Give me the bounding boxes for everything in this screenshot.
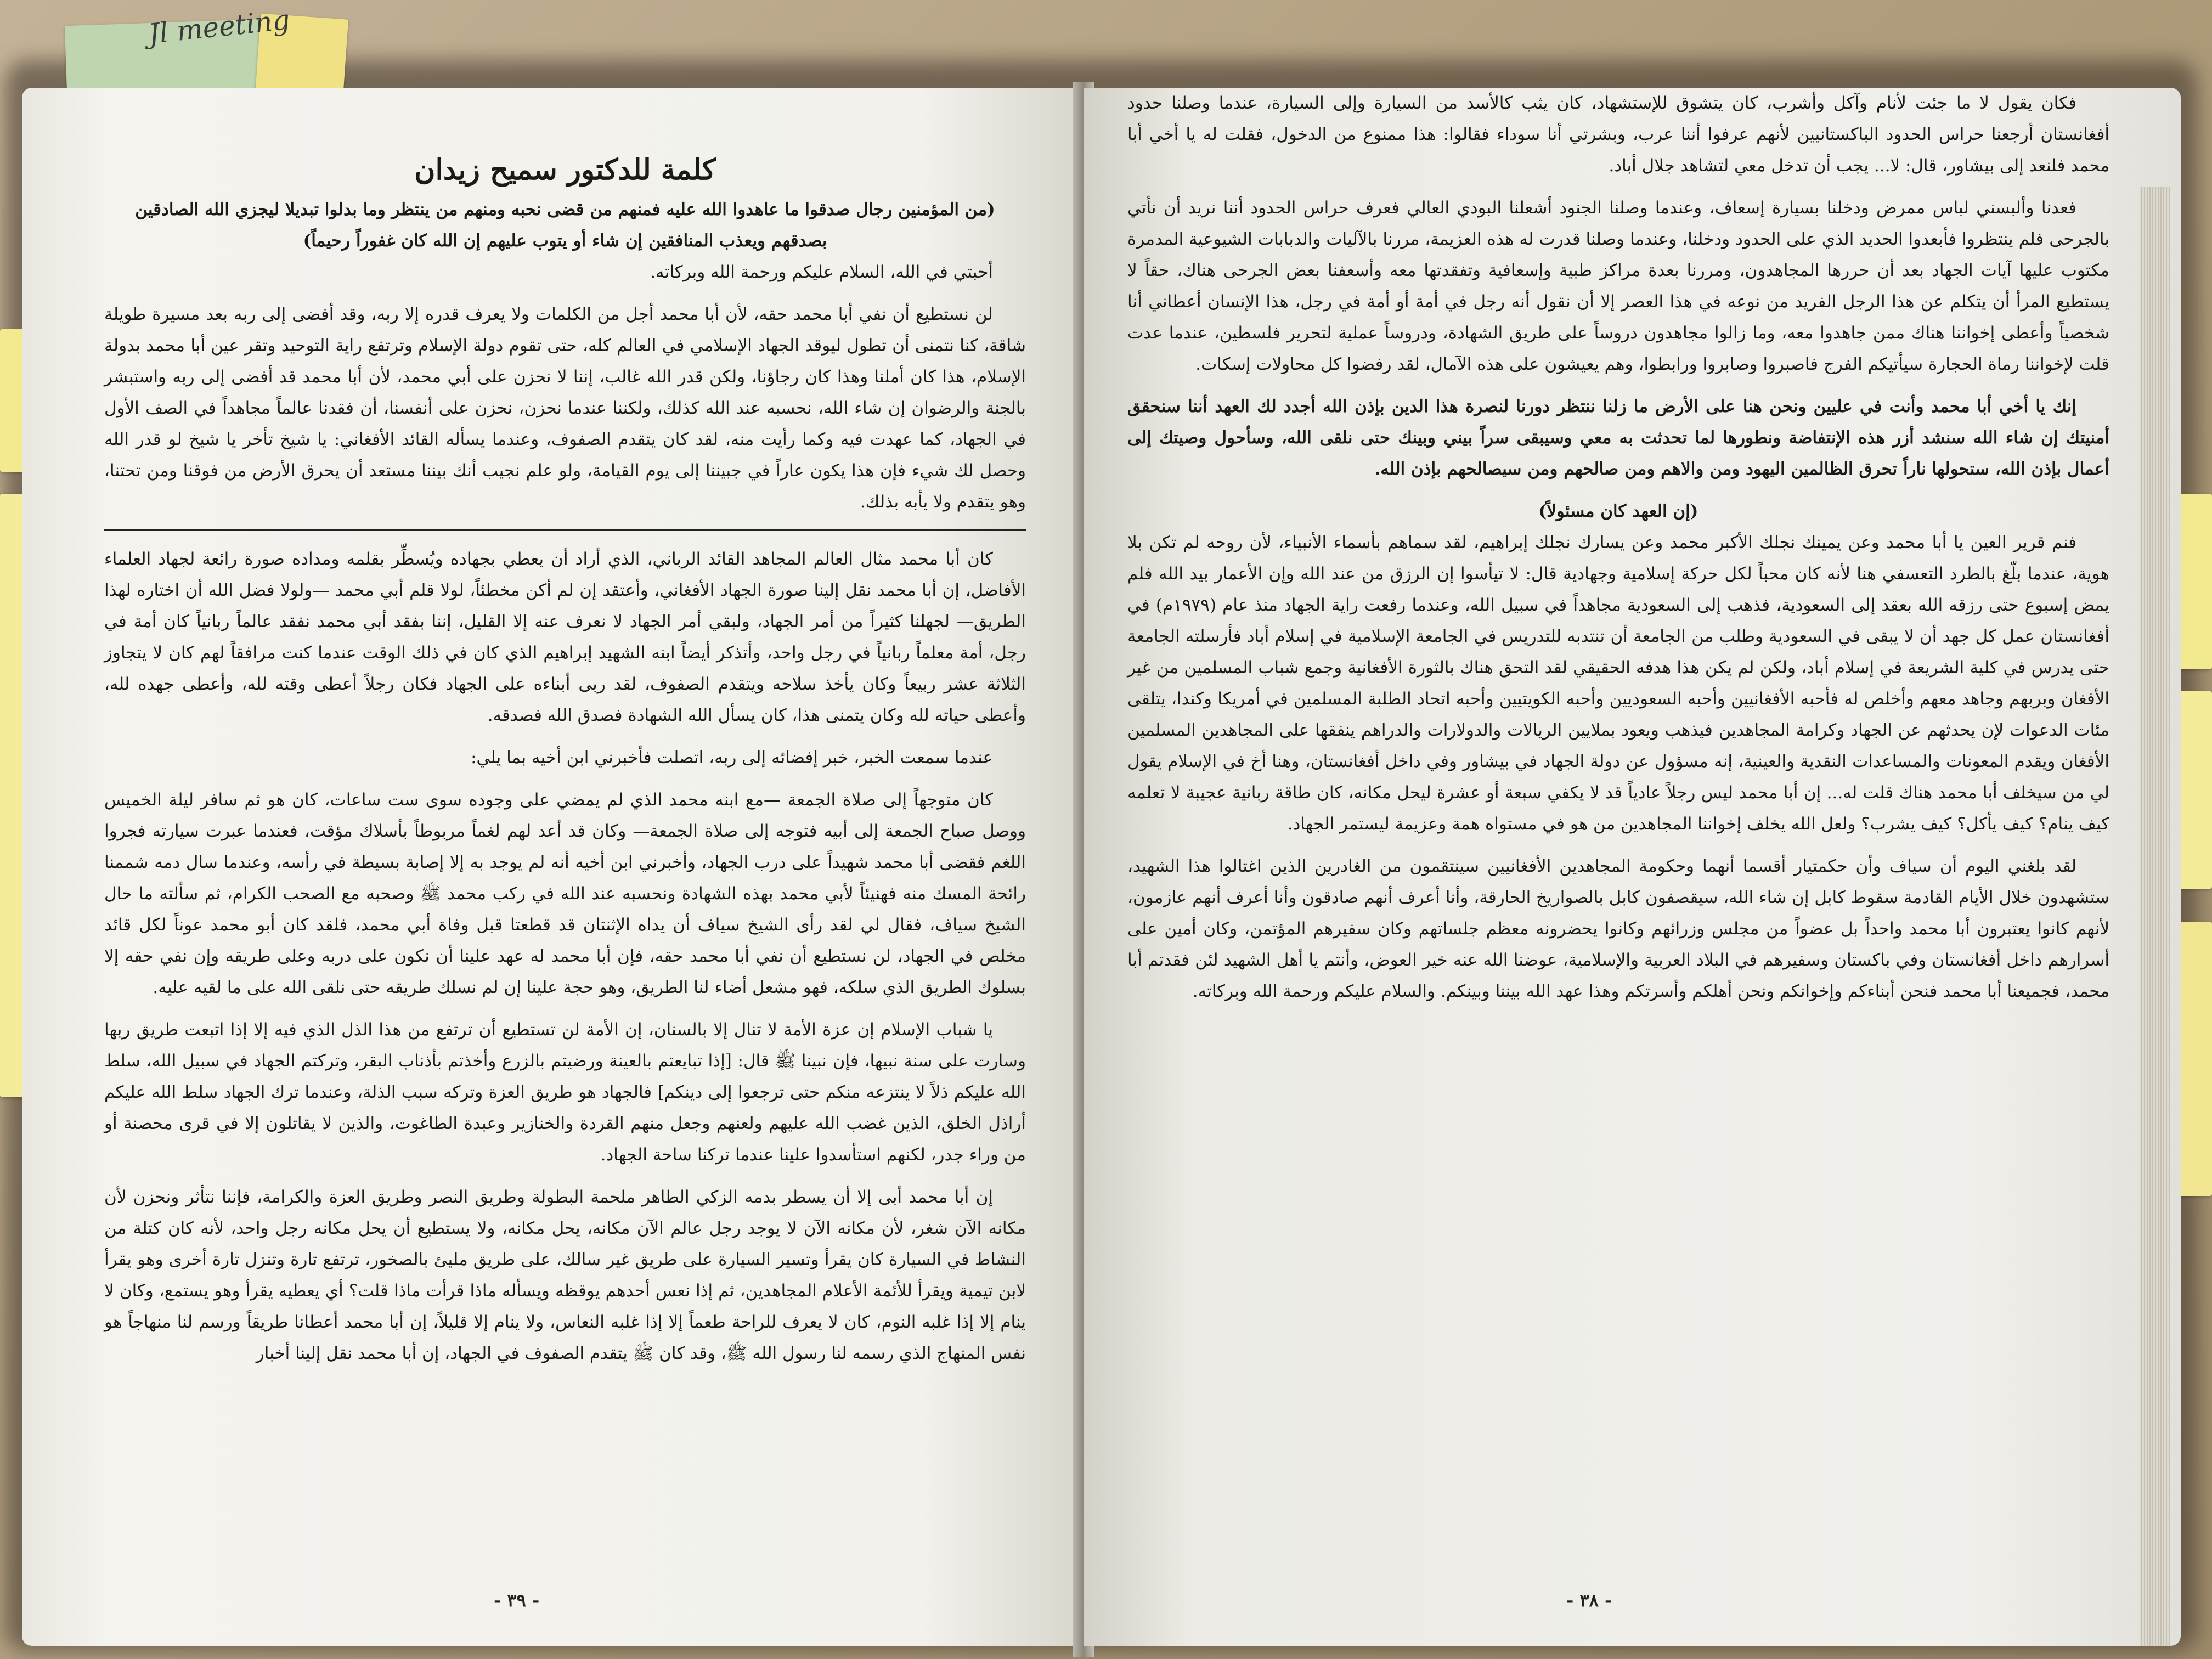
subheading: (إن العهد كان مسئولاً) xyxy=(1538,501,1699,521)
page-number: - ٣٩ - xyxy=(494,1590,540,1611)
handwritten-note: Jl meeting xyxy=(146,3,292,50)
paragraph-5: يا شباب الإسلام إن عزة الأمة لا تنال إلا بالسنان، إن الأمة لن تستطيع أن ترتفع من هذا الذل الذي فيه إلا إذا اتبعت طريق ربها وسارت على سنة نبيها، فإن نبينا ﷺ قال: [إذا تبايعتم بالعينة ورضيتم بالزرع وأخذتم بأذناب البقر، وتركتم الجهاد في سبيل الله، سلط الله عليكم ذلاً لا ينتزعه منكم حتى ترجعوا إلى دينكم] فالجهاد هو طريق العزة وتركه سبب الذلة، وعندما ترك الجهاد سلط الله عليكم أراذل الخلق، الذين غضب الله عليهم ولعنهم وجعل منهم القردة والخنازير وعبدة الطاغوت، والذين لا يقاتلون إلا في قرى محصنة أو من وراء جدر، لكنهم استأسدوا علينا عندما تركنا ساحة الجهاد. xyxy=(104,1020,1026,1165)
left-page xyxy=(22,88,1081,1646)
page-number: - ٣٨ - xyxy=(1566,1590,1612,1611)
paragraph-3: عندما سمعت الخبر، خبر إفضائه إلى ربه، اتصلت فأخبرني ابن أخيه بما يلي: xyxy=(471,748,993,768)
right-page xyxy=(1084,88,2181,1646)
paragraph-1: فكان يقول لا ما جئت لأنام وآكل وأشرب، كان يتشوق للإستشهاد، كان يثب كالأسد من السيارة وإلى السيارة، عندما وصلنا حدود أفغانستان أرجعنا حراس الحدود الباكستانيين لأنهم عرفوا أننا عرب، وبشرتي أنا سوداء فقالوا: هذا ممنوع من الدخول، فقلت له يا أخي أبا محمد فلنعد إلى بيشاور، قال: لا... يجب أن تدخل معي لتشاهد جلال أباد. xyxy=(1127,93,2109,176)
paragraph-4: فنم قرير العين يا أبا محمد وعن يمينك نجلك الأكبر محمد وعن يسارك نجلك إبراهيم، لقد سماهم بأسماء الأنبياء، لأن روحه لم تكن بلا هوية، عندما بلّغ بالطرد التعسفي هنا لأنه كان محباً لكل حركة إسلامية وجهادية قال: لا تيأسوا إن الرزق من عند الله وإن الأعمار بيد الله فلم يمض إسبوع حتى رزقه الله بعقد إلى السعودية، فذهب إلى السعودية مجاهداً في سبيل الله، وعندما رفعت راية الجهاد منذ عام (١٩٧٩م) في أفغانستان عمل كل جهد أن لا يبقى في السعودية وطلب من الجامعة أن تنتدبه للتدريس في الجامعة الإسلامية في إسلام أباد فأرسلته الجامعة حتى يدرس في كلية الشريعة في إسلام أباد، ولكن لم يكن هذا هدفه الحقيقي لقد التحق هناك بالثورة الأفغانية وجمع شباب المسلمين من غير الأفغان وبربهم وجاهد معهم وأخلص له فأحبه الأفغانيين وأحبه السعوديين وأحبه الكويتيين وأحبه اتحاد الطلبة المسلمين في أمريكا وكندا، يتلقى مئات الدعوات لإن يحدثهم عن الجهاد وكرامة المجاهدين فيذهب ويعود بملايين الريالات والدولارات والدراهم ينفقها على المجاهدين المسلمين الأفغان ويقدم المعونات والمساعدات النقدية والعينية، إنه مسؤول عن دولة الجهاد في بيشاور وفي داخل أفغانستان، وهنا أخ في الإسلام يقول لي من سيخلف أبا محمد هناك قلت له... إن أبا محمد ليس رجلاً عادياً قد لا يكفي سبعة أو عشرة ليحل مكانه، كان طاقة ربانية عجيبة لا تعلمه كيف ينام؟ كيف يأكل؟ كيف يشرب؟ ولعل الله يخلف إخواننا المجاهدين من هو في مستواه همة وعزيمة ليستمر الجهاد. xyxy=(1127,533,2109,834)
greeting: أحبتي في الله، السلام عليكم ورحمة الله وبركاته. xyxy=(650,262,993,282)
paragraph-4: كان متوجهاً إلى صلاة الجمعة —مع ابنه محمد الذي لم يمضي على وجوده سوى ست ساعات، كان هو ثم سافر ليلة الخميس ووصل صباح الجمعة إلى أبيه فتوجه إلى صلاة الجمعة— وكان قد أعد لهم لغماً مربوطاً بأسلاك مؤقت، فعندما عبرت سيارته فجروا اللغم فقضى أبا محمد شهيداً على درب الجهاد، وأخبرني ابن أخيه أنه لم يوجد به إلا إصابة بسيطة في رأسه، وعندما سال دمه شممنا رائحة المسك منه فهنيئاً لأبي محمد بهذه الشهادة ونحسبه عند الله في ركب محمد ﷺ وصحبه مع الصحب الكرام، ثم سألته ما حال الشيخ سياف، فقال لي لقد رأى الشيخ سياف أن يداه الإثنتان قد قطعتا قبل وفاة أبي محمد، فلقد كان أبو محمد عوناً لكل قائد مخلص في الجهاد، لن نستطيع أن نفي أبا محمد حقه، فإن أبا محمد له عهد علينا أن نكون على دربه وعلى طريقه وإن نفي حقه إلا بسلوك الطريق الذي سلكه، فهو مشعل أضاء لنا الطريق، وهو حجة علينا إن لم نسلك طريقه حتى نلقى الله على ما لقيه عليه. xyxy=(104,790,1026,997)
quran-verse-line-1: (من المؤمنين رجال صدقوا ما عاهدوا الله عليه فمنهم من قضى نحبه ومنهم من ينتظر وما بدلوا تبديلا ليجزي الله الصادقين xyxy=(135,200,995,219)
quran-verse-line-2: بصدقهم ويعذب المنافقين إن شاء أو يتوب عليهم إن الله كان غفوراً رحيماً) xyxy=(303,231,827,251)
paragraph-5: لقد بلغني اليوم أن سياف وأن حكمتيار أقسما أنهما وحكومة المجاهدين الأفغانيين سينتقمون من الغادرين الذين اغتالوا هذا الشهيد، ستشهدون خلال الأيام القادمة سقوط كابل إن شاء الله، سيقصفون كابل بالصواريخ الحارقة، وأنا أعرف أنهم صادقون وأنا أعرف أنهم عازمون، لأنهم كانوا يعتبرون أبا محمد واحداً بل عضواً من مجلس وزرائهم وكانوا يحضرونه معظم جلساتهم وكان سفيرهم المؤتمن، وكان أمين على أسرارهم داخل أفغانستان وفي باكستان وسفيرهم في البلاد العربية والإسلامية، عوضنا الله عنه خير العوض، وأنتم يا أهل الشهيد لئن فقدتم أبا محمد، فجميعنا أبا محمد فنحن أبناءكم وإخوانكم ونحن أهلكم وأسرتكم وهذا عهد الله بيننا وبينكم. والسلام عليكم ورحمة الله وبركاته. xyxy=(1127,856,2110,1001)
paragraph-2: كان أبا محمد مثال العالم المجاهد القائد الرباني، الذي أراد أن يعطي بجهاده ويُسطِّر بقلمه ومداده صورة رائعة لجهاد العلماء الأفاضل، إن أبا محمد نقل إلينا صورة الجهاد الأفغاني، وأعتقد إن لم أكن مخطئاً، لولا قلم أبي محمد —ولولا فضل الله أن اختاره لهذا الطريق— لجهلنا كثيراً من أمر الجهاد، ولبقي أمر الجهاد لا نعرف عنه إلا القليل، إننا بفقد أبي محمد نفقد عالماً ربانياً كان أمة في رجل، أمة معلماً ربانياً في رجل واحد، وأتذكر أيضاً ابنه الشهيد إبراهيم الذي كان في ذلك الوقت عندما كنت مرافقاً لهم كان لا يتجاوز الثلاثة عشر ربيعاً وكان يأخذ سلاحه ويتقدم الصفوف، لقد ربى أبناءه على الجهاد فكان رجلاً أعطى وقته لله، وأعطى جهده لله، وأعطى حياته لله وكان يتمنى هذا، كان يسأل الله الشهادة فصدق الله فصدقه. xyxy=(104,549,1026,725)
section-divider xyxy=(104,529,1026,531)
paragraph-6: إن أبا محمد أبى إلا أن يسطر بدمه الزكي الطاهر ملحمة البطولة وطريق النصر وطريق العزة والكرامة، فإننا نتأثر ونحزن لأن مكانه الآن شغر، لأن مكانه الآن لا يوجد رجل عالم الآن مكانه، يحل مكانه، ولا يستطيع أن يحل مكانه رجل واحد، لأنه كان كتلة من النشاط في السيارة كان يقرأ وتسير السيارة على طريق غير سالك، على طريق مليئ بالصخور، ترتفع تارة وتنزل تارة أخرى وهو يقرأ لابن تيمية ويقرأ للأئمة الأعلام المجاهدين، ثم إذا نعس أحدهم يوقظه ويسأله ماذا قرأت ماذا قلت؟ أي يعطيه يقرأ وهو يستمع، وكان لا ينام إلا إذا غلبه النوم، كان لا يعرف للراحة طعماً إلا إذا غلبه النعاس، ولا ينام إلا قليلاً، إن أبا محمد أعطانا طريقاً ورسم لنا منهاجاً هو نفس المنهاج الذي رسمه لنا رسول الله ﷺ، وقد كان ﷺ يتقدم الصفوف في الجهاد، إن أبا محمد نقل إلينا أخبار xyxy=(104,1187,1026,1363)
paragraph-2: فعدنا وألبسني لباس ممرض ودخلنا بسيارة إسعاف، وعندما وصلنا الجنود أشعلنا البودي العالي فعرف حراس الحدود أننا نريد أن نأتي بالجرحى فلم ينتظروا فأبعدوا الحديد الذي على الحدود ودخلنا، وعندما وصلنا قدرت له هذه العزيمة، مررنا بالآليات والدبابات الشيوعية المدمرة مكتوب عليها آيات الجهاد بعد أن حررها المجاهدون، ومررنا بعدة مراكز طبية وإسعافية وتفقدتها معه وأسعفنا بعض الجرحى هناك، حقاً لا يستطيع المرأ أن يتكلم عن هذا الرجل الفريد من نوعه في هذا العصر إلا أن نقول أنه رجل في أمة أو أمة في رجل، هذا الإنسان أعطاني أنا شخصياً وأعطى إخواننا هناك ممن جاهدوا معه، وما زالوا مجاهدون دروساً على طريق الشهادة، ودروساً عملية لتحرير فلسطين، عندما عدت قلت لإخواننا رماة الحجارة سيأتيكم الفرج فاصبروا وصابروا ورابطوا، وهم يعيشون على هذه الآمال، لقد رفضوا كل محاولات إسكات. xyxy=(1127,198,2109,374)
left-page-text xyxy=(104,148,1026,1380)
page-edges xyxy=(2140,187,2170,1646)
right-page-text xyxy=(1127,88,2109,1018)
paragraph-3: إنك يا أخي أبا محمد وأنت في عليين ونحن هنا على الأرض ما زلنا ننتظر دورنا لنصرة هذا الدين بإذن الله أجدد لك العهد أننا سنحقق أمنيتك إن شاء الله سنشد أزر هذه الإنتفاضة ونطورها لما تحدثت به معي وسيبقى سراً بيني وبينك حتى نلقى الله، وسأحول وصيتك إلى أعمال بإذن الله، ستحولها ناراً تحرق الظالمين اليهود ومن والاهم ومن صالحهم ومن سيصالحهم بإذن الله. xyxy=(1127,397,2109,479)
page-heading: كلمة للدكتور سميح زيدان xyxy=(414,153,716,187)
paragraph-1: لن نستطيع أن نفي أبا محمد حقه، لأن أبا محمد أجل من الكلمات ولا يعرف قدره إلا ربه، وقد أفضى إلى ربه بعد مسيرة طويلة شاقة، كنا نتمنى أن تطول ليوقد الجهاد الإسلامي في العالم كله، حتى تقوم دولة الإسلام وترتفع راية التوحيد وتقر عين أبا محمد بدولة الإسلام، هذا كان أملنا وهذا كان رجاؤنا، ولكن قدر الله غالب، إننا لا نحزن على أبي محمد، لأن أبا محمد قد أفضى إلى ربه واستبشر بالجنة والرضوان إن شاء الله، نحسبه عند الله كذلك، ولكننا عندما نحزن، نحزن على أنفسنا، أن فقدنا عالماً مجاهداً في الصف الأول في الجهاد، كما عهدت فيه وكما رأيت منه، لقد كان يتقدم الصفوف، وعندما يسأله القائد الأفغاني: يا شيخ تأخر يا شيخ لو قدر الله وحصل لك شيء فإن هذا يكون عاراً في جبيننا إلى يوم القيامة، ولو علم نجيب أنك بيننا مستعد أن يحرق الأرض من فوقنا ومن تحتنا، وهو يتقدم ولا يأبه بذلك. xyxy=(104,304,1026,512)
